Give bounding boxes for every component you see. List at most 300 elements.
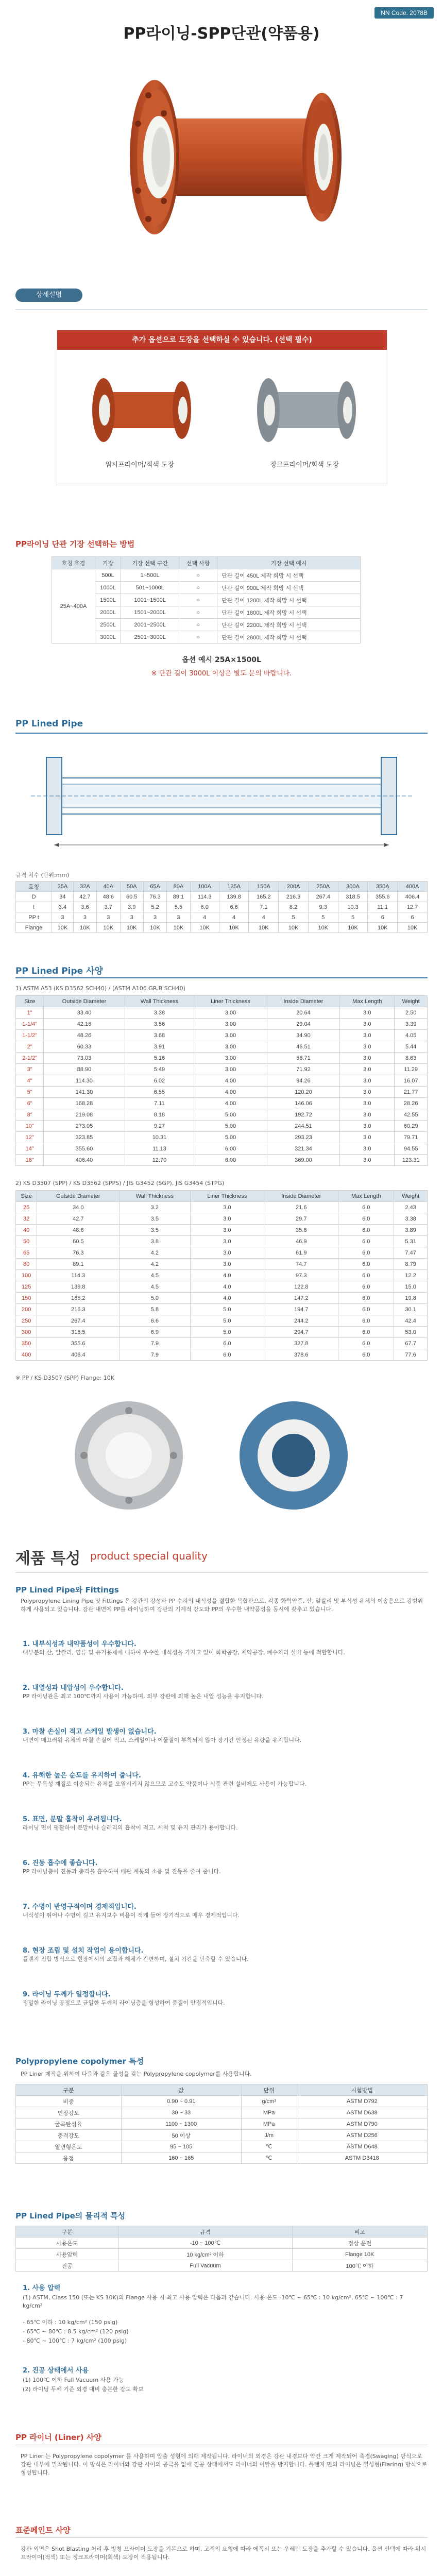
table-cell: 60.5: [37, 1236, 120, 1247]
table-cell: 2000L: [95, 606, 121, 619]
col-header: 50A: [120, 882, 143, 892]
length-note: ※ 단관 길이 3000L 이상은 별도 문의 바랍니다.: [151, 670, 292, 677]
table-cell: 8.79: [394, 1259, 428, 1270]
table-cell: 77.6: [394, 1349, 428, 1361]
table-cell: 3.0: [340, 1075, 395, 1087]
table-cell: 219.08: [44, 1109, 125, 1121]
vacuum-heading: 2. 진공 상태에서 사용: [23, 2367, 89, 2375]
table-cell: 42.4: [394, 1315, 428, 1327]
table-cell: 25: [16, 1202, 37, 1213]
table-cell: 3: [167, 912, 190, 923]
table-row: [16, 2153, 428, 2164]
table-cell: 30 ~ 33: [121, 2107, 241, 2119]
table-cell: 7.47: [394, 1247, 428, 1259]
table-cell: 28.26: [395, 1098, 428, 1109]
col-header: 시험방법: [297, 2084, 427, 2096]
table-cell: 충격강도: [16, 2130, 122, 2141]
table-cell: 3.0: [190, 1202, 264, 1213]
col-header: 250A: [308, 882, 338, 892]
divider: [15, 1572, 428, 1573]
col-header: 구분: [16, 2084, 122, 2096]
table-cell: 3.68: [125, 1030, 194, 1041]
table-cell: 3.5: [120, 1213, 190, 1225]
table-cell: 89.1: [37, 1259, 120, 1270]
table-cell: 6.0: [338, 1304, 394, 1315]
table-cell: 16.07: [395, 1075, 428, 1087]
coating-body: 강관 외면은 Shot Blasting 처리 후 방청 프라이머 도장을 기본으로 하며, 고객의 요청에 따라 에폭시 또는 우레탄 도장을 추가할 수 있습니다. 옵션 선택에 따라 워시프라이머(적색) 또는 징크프라이머(회색) 도장이 적용됩니다.: [21, 2546, 427, 2561]
table-cell: 3.00: [194, 1030, 267, 1041]
table-cell: 6.6: [219, 902, 249, 912]
table-row: [16, 1338, 428, 1349]
col-header: 150A: [249, 882, 279, 892]
table-cell: 3.39: [395, 1019, 428, 1030]
physical-heading: PP Lined Pipe의 물리적 특성: [15, 2211, 126, 2221]
table-cell: 89.1: [167, 892, 190, 902]
feature-body-5: 라이닝 면이 평활하여 분말이나 슬러리의 흡착이 적고, 세척 및 유지 관리가 용이합니다.: [23, 1824, 238, 1831]
section-line: [15, 977, 428, 978]
table-cell: 141.30: [44, 1087, 125, 1098]
table-row: [16, 1155, 428, 1166]
table-row: [16, 2260, 428, 2272]
table-cell: 5.2: [143, 902, 166, 912]
col-header: 100A: [190, 882, 219, 892]
col-header: Inside Diameter: [264, 1191, 338, 1202]
table-row: [16, 1304, 428, 1315]
table-cell: 정상 운전: [292, 2238, 427, 2249]
table-cell: 34.90: [267, 1030, 340, 1041]
table-cell: 5.44: [395, 1041, 428, 1053]
table-cell: 4.2: [120, 1259, 190, 1270]
table-cell: 6.0: [338, 1225, 394, 1236]
table-cell: 501~1000L: [121, 582, 179, 594]
table-cell: 3: [97, 912, 120, 923]
table-cell: 46.51: [267, 1041, 340, 1053]
table-cell: 단관 길이 1200L 제작 희망 시 선택: [217, 594, 361, 606]
copolymer-heading: Polypropylene copolymer 특성: [15, 2057, 144, 2066]
table-cell: 사용온도: [16, 2238, 118, 2249]
table-cell: 56.71: [267, 1053, 340, 1064]
pp-lined-pipe-title: PP Lined Pipe: [15, 719, 83, 729]
table-cell: 3.0: [340, 1132, 395, 1143]
detail-pill: 상세설명: [15, 289, 82, 302]
table-cell: 3.0: [340, 1098, 395, 1109]
table-cell: 1000L: [95, 582, 121, 594]
pressure-item: - 65℃ 이하 : 10 kg/cm² (150 psig): [23, 2319, 118, 2326]
col-header: Wall Thickness: [120, 1191, 190, 1202]
table-cell: 42.7: [73, 892, 96, 902]
table-cell: 139.8: [37, 1281, 120, 1293]
table-cell: 100℃ 이하: [292, 2260, 427, 2272]
table-cell: 123.31: [395, 1155, 428, 1166]
table-cell: PP t: [16, 912, 52, 923]
spool-pipe-illustration: [0, 52, 443, 258]
table-cell: 3: [52, 912, 74, 923]
table-cell: 5.00: [194, 1109, 267, 1121]
table-cell: 3.0: [190, 1213, 264, 1225]
col-header: 호칭: [16, 882, 52, 892]
table-cell: 4.0: [190, 1293, 264, 1304]
feature-heading-7: 7. 수명이 반영구적이며 경제적입니다.: [23, 1903, 137, 1911]
table-cell: 10K: [398, 923, 428, 933]
product-code-badge: NN Code. 2078B: [374, 7, 434, 19]
feature-body-2: PP 라이닝관은 최고 100℃까지 사용이 가능하며, 외부 강관에 의해 높은 내압 성능을 유지합니다.: [23, 1693, 264, 1700]
table-row: [16, 1225, 428, 1236]
table-cell: 2-1/2": [16, 1053, 44, 1064]
red-coated-pipe-image: [83, 361, 196, 454]
table-cell: 48.6: [37, 1225, 120, 1236]
col-header: 선택 사항: [179, 557, 217, 569]
table-cell: 355.6: [368, 892, 398, 902]
table-cell: 3.4: [52, 902, 74, 912]
table-cell: 5: [279, 912, 309, 923]
table-cell: 76.3: [143, 892, 166, 902]
table-cell: D: [16, 892, 52, 902]
col-header: 구분: [16, 2226, 118, 2238]
table-cell: MPa: [241, 2107, 297, 2119]
table-cell: 73.03: [44, 1053, 125, 1064]
table-cell: 318.5: [338, 892, 368, 902]
col-header: 200A: [279, 882, 309, 892]
table-cell: Flange 10K: [292, 2249, 427, 2260]
table-cell: 6.00: [194, 1155, 267, 1166]
table-cell: 321.34: [267, 1143, 340, 1155]
table-cell: ○: [179, 594, 217, 606]
table-cell: 3.9: [120, 902, 143, 912]
table-cell: 42.7: [37, 1213, 120, 1225]
table-cell: 3.0: [340, 1053, 395, 1064]
table-cell: 3.89: [394, 1225, 428, 1236]
table-cell: 406.40: [44, 1155, 125, 1166]
table-cell: 5.49: [125, 1064, 194, 1075]
table-cell: 42.16: [44, 1019, 125, 1030]
table-cell: 1500L: [95, 594, 121, 606]
table-row: [16, 1259, 428, 1270]
table-cell: 60.29: [395, 1121, 428, 1132]
table-cell: 5: [338, 912, 368, 923]
col-header: Outside Diameter: [37, 1191, 120, 1202]
table-cell: 3: [120, 912, 143, 923]
table-cell: 8.2: [279, 902, 309, 912]
table-cell: 33.40: [44, 1007, 125, 1019]
lining-method-table: [52, 556, 361, 643]
table-cell: 3.0: [190, 1247, 264, 1259]
feature-body-8: 플랜지 접합 방식으로 현장에서의 조립과 해체가 간편하며, 설치 기간을 단축할 수 있습니다.: [23, 1956, 249, 1962]
table-cell: 293.23: [267, 1132, 340, 1143]
table-row: [16, 892, 428, 902]
table-cell: 4: [219, 912, 249, 923]
table-cell: 융점: [16, 2153, 122, 2164]
table-cell: 318.5: [37, 1327, 120, 1338]
col-header: 기장 선택 예시: [217, 557, 361, 569]
table-cell: 61.9: [264, 1247, 338, 1259]
table-cell: 3.0: [340, 1019, 395, 1030]
fitting-heading: PP Lined Pipe와 Fittings: [15, 1585, 119, 1595]
option-grey-label: 징크프라이머/회색 도장: [269, 461, 339, 469]
table-cell: 327.8: [264, 1338, 338, 1349]
table-cell: 30.1: [394, 1304, 428, 1315]
table-cell: 3000L: [95, 631, 121, 643]
table-row: [16, 1030, 428, 1041]
col-header: 비고: [292, 2226, 427, 2238]
table-cell: 7.1: [249, 902, 279, 912]
vacuum-item: (1) 100℃ 이하 Full Vacuum 사용 가능: [23, 2377, 124, 2383]
table-cell: 400: [16, 1349, 37, 1361]
table-cell: 6.0: [338, 1247, 394, 1259]
col-header: Weight: [395, 996, 428, 1007]
col-header: 기장 선택 구간: [121, 557, 179, 569]
table-cell: 6.0: [338, 1236, 394, 1247]
table-cell: 80: [16, 1259, 37, 1270]
table-cell: ○: [179, 582, 217, 594]
table-cell: 4.00: [194, 1087, 267, 1098]
table-cell: ○: [179, 606, 217, 619]
table-cell: 진공: [16, 2260, 118, 2272]
table-cell: 50: [16, 1236, 37, 1247]
table-cell: 6.0: [338, 1213, 394, 1225]
fitting-body: Polypropylene Lining Pipe 및 Fittings 은 강관의 강성과 PP 수지의 내식성을 결합한 복합관으로, 각종 화학약품, 산, 알칼리 및 부식성 유체의 이송용으로 광범위하게 사용되고 있습니다. 강관 내면에 PP를 라이닝하여 강관의 기계적 강도와 PP의 우수한 내약품성을 동시에 갖추고 있습니다.: [21, 1598, 423, 1613]
table-cell: 114.30: [44, 1075, 125, 1087]
table-cell: 114.3: [190, 892, 219, 902]
table-cell: 60.33: [44, 1041, 125, 1053]
col-header: 350A: [368, 882, 398, 892]
col-header: Max Length: [340, 996, 395, 1007]
table-cell: 4": [16, 1075, 44, 1087]
table-cell: 350: [16, 1338, 37, 1349]
table-cell: 146.06: [267, 1098, 340, 1109]
table-cell: 79.71: [395, 1132, 428, 1143]
feature-title: 제품 특성: [15, 1550, 81, 1568]
table-cell: 16": [16, 1155, 44, 1166]
table-cell: 267.4: [308, 892, 338, 902]
table-cell: 4.5: [120, 1270, 190, 1281]
feature-heading-6: 6. 진동 흡수에 좋습니다.: [23, 1859, 98, 1867]
size-cell: 25A~400A: [52, 569, 95, 643]
table-cell: 500L: [95, 569, 121, 582]
table-cell: 3.38: [125, 1007, 194, 1019]
table-cell: 9.3: [308, 902, 338, 912]
col-header: 65A: [143, 882, 166, 892]
feature-subtitle: product special quality: [90, 1550, 208, 1562]
table-cell: 95 ~ 105: [121, 2141, 241, 2153]
feature-heading-2: 2. 내열성과 내압성이 우수합니다.: [23, 1684, 124, 1692]
table-cell: 1001~1500L: [121, 594, 179, 606]
spec-table-1: [15, 995, 428, 1166]
table-cell: 53.0: [394, 1327, 428, 1338]
table-cell: 4.0: [190, 1270, 264, 1281]
table-cell: ○: [179, 631, 217, 643]
table-row: [16, 2141, 428, 2153]
physical-table: [15, 2226, 428, 2272]
page-title: PP라이닝-SPP단관(약품용): [123, 25, 320, 43]
table-cell: 50 이상: [121, 2130, 241, 2141]
table-cell: 11.29: [395, 1064, 428, 1075]
table-row: [16, 1041, 428, 1053]
table-row: [16, 902, 428, 912]
col-header: 300A: [338, 882, 368, 892]
table-cell: 굴곡탄성율: [16, 2119, 122, 2130]
table-cell: 6.9: [120, 1327, 190, 1338]
table-cell: 139.8: [219, 892, 249, 902]
table-cell: 10K: [97, 923, 120, 933]
table-cell: 4.0: [190, 1281, 264, 1293]
table-row: [16, 923, 428, 933]
option-red-label: 워시프라이머/적색 도장: [105, 461, 175, 469]
table-cell: 3.5: [120, 1225, 190, 1236]
table-cell: 3.0: [340, 1121, 395, 1132]
col-header: 값: [121, 2084, 241, 2096]
table-cell: 3.0: [340, 1155, 395, 1166]
table-cell: 10": [16, 1121, 44, 1132]
table-row: [16, 2249, 428, 2260]
table-cell: 10K: [167, 923, 190, 933]
table-cell: 32: [16, 1213, 37, 1225]
table-cell: 160 ~ 165: [121, 2153, 241, 2164]
col-header: 호칭 호경: [52, 557, 95, 569]
table-cell: 3.0: [190, 1259, 264, 1270]
col-header: Liner Thickness: [194, 996, 267, 1007]
table-cell: 8.63: [395, 1053, 428, 1064]
grey-coated-pipe-image: [248, 361, 361, 454]
table-row: [16, 2107, 428, 2119]
table-cell: 3.0: [340, 1041, 395, 1053]
dim-label: 규격 치수 (단위:mm): [15, 872, 70, 878]
table-cell: J/m: [241, 2130, 297, 2141]
table-cell: 267.4: [37, 1315, 120, 1327]
vacuum-item: (2) 라이닝 두께 기준 외경 대비 충분한 강도 확보: [23, 2386, 144, 2393]
table-cell: 6: [398, 912, 428, 923]
spec-title: PP Lined Pipe 사양: [15, 966, 103, 976]
table-cell: 10.31: [125, 1132, 194, 1143]
table-cell: 12.7: [398, 902, 428, 912]
table-cell: 6": [16, 1098, 44, 1109]
table-cell: 15.0: [394, 1281, 428, 1293]
table-cell: 3.6: [73, 902, 96, 912]
table-cell: 6.0: [338, 1202, 394, 1213]
table-cell: 6.55: [125, 1087, 194, 1098]
table-cell: 6.0: [190, 1338, 264, 1349]
table-cell: 19.8: [394, 1293, 428, 1304]
table-cell: 20.64: [267, 1007, 340, 1019]
table-cell: 6.0: [190, 1349, 264, 1361]
table-cell: 3.56: [125, 1019, 194, 1030]
feature-heading-8: 8. 현장 조립 및 설치 작업이 용이합니다.: [23, 1947, 144, 1955]
option-box-title: 추가 옵션으로 도장을 선택하실 수 있습니다. (선택 필수): [57, 330, 387, 350]
option-box: [57, 330, 387, 485]
table-cell: 3.0: [340, 1109, 395, 1121]
table-cell: 10K: [338, 923, 368, 933]
table-cell: 6.0: [338, 1338, 394, 1349]
table-cell: 168.28: [44, 1098, 125, 1109]
table-cell: 150: [16, 1293, 37, 1304]
pressure-item: - 80℃ ~ 100℃ : 7 kg/cm² (100 psig): [23, 2337, 127, 2344]
pipe-dimension-table: [15, 881, 428, 933]
table-cell: ASTM D648: [297, 2141, 427, 2153]
table-cell: 378.6: [264, 1349, 338, 1361]
table-cell: 6.00: [194, 1143, 267, 1155]
table-row: [16, 1327, 428, 1338]
table-cell: 10K: [143, 923, 166, 933]
table-cell: 6.0: [338, 1293, 394, 1304]
table-cell: 355.6: [37, 1338, 120, 1349]
feature-body-1: 대부분의 산, 알칼리, 염류 및 유기용제에 대하여 우수한 내식성을 가지고 있어 화학공장, 제약공장, 폐수처리 설비 등에 적합합니다.: [23, 1649, 345, 1656]
table-cell: 2001~2500L: [121, 619, 179, 631]
table-cell: 165.2: [37, 1293, 120, 1304]
copolymer-table: [15, 2084, 428, 2164]
table-cell: 6.0: [338, 1281, 394, 1293]
table-cell: 94.55: [395, 1143, 428, 1155]
table-cell: 6.02: [125, 1075, 194, 1087]
table-cell: 355.60: [44, 1143, 125, 1155]
table-cell: 6.0: [338, 1270, 394, 1281]
table-cell: ASTM D256: [297, 2130, 427, 2141]
table-row: [16, 1053, 428, 1064]
table-cell: 35.6: [264, 1225, 338, 1236]
divider: [15, 309, 428, 310]
table-cell: 3.0: [190, 1225, 264, 1236]
table-cell: 6.6: [120, 1315, 190, 1327]
liner-body: PP Liner 는 Polypropylene copolymer 를 사용하며 압출 성형에 의해 제작됩니다. 라이너의 외경은 강관 내경보다 약간 크게 제작되어 축경(Swaging) 방식으로 강관 내부에 밀착됩니다. 이 방식은 라이너와 강관 사이의 공극을 없애 진공 상태에서도 라이너의 이탈을 방지합니다. 플랜지 면의 라이닝은 열성형(Flaring) 방식으로 형성됩니다.: [21, 2453, 428, 2476]
table-row: [16, 1109, 428, 1121]
spec-table-2: [15, 1190, 428, 1361]
table-cell: 4.00: [194, 1098, 267, 1109]
section-line: [15, 733, 428, 734]
table-cell: 165.2: [249, 892, 279, 902]
copolymer-desc: PP Liner 제작을 위하여 다음과 같은 물성을 갖는 Polypropylene copolymer를 사용합니다.: [21, 2071, 252, 2077]
table-cell: 250: [16, 1315, 37, 1327]
table-cell: 10K: [279, 923, 309, 933]
table-cell: 1-1/4": [16, 1019, 44, 1030]
table-row: [16, 1064, 428, 1075]
pressure-heading: 1. 사용 압력: [23, 2284, 61, 2292]
table-cell: 71.92: [267, 1064, 340, 1075]
table-cell: 4: [190, 912, 219, 923]
table-cell: 300: [16, 1327, 37, 1338]
table-cell: 10.3: [338, 902, 368, 912]
table-cell: 3.00: [194, 1041, 267, 1053]
table-cell: 3": [16, 1064, 44, 1075]
table-cell: 4.05: [395, 1030, 428, 1041]
table-cell: 74.7: [264, 1259, 338, 1270]
table-row: [16, 1098, 428, 1109]
table-cell: Flange: [16, 923, 52, 933]
table-cell: 5.0: [190, 1315, 264, 1327]
feature-body-3: 내면이 매끄러워 유체의 마찰 손실이 적고, 스케일이나 이물질이 부착되지 않아 장기간 안정된 유량을 유지합니다.: [23, 1737, 302, 1743]
table-cell: 48.6: [97, 892, 120, 902]
table-cell: 94.26: [267, 1075, 340, 1087]
table-cell: 3.0: [190, 1236, 264, 1247]
table-row: [16, 1315, 428, 1327]
table-cell: 0.90 ~ 0.91: [121, 2096, 241, 2107]
table-row: [16, 1349, 428, 1361]
table-cell: ℃: [241, 2153, 297, 2164]
table-cell: 97.3: [264, 1270, 338, 1281]
table-row: [16, 912, 428, 923]
table-cell: ℃: [241, 2141, 297, 2153]
table-row: [16, 1143, 428, 1155]
table-cell: 29.04: [267, 1019, 340, 1030]
table-cell: 1100 ~ 1300: [121, 2119, 241, 2130]
table-cell: 3.0: [340, 1087, 395, 1098]
table-cell: 216.3: [279, 892, 309, 902]
table-cell: 5": [16, 1087, 44, 1098]
table-row: [16, 1007, 428, 1019]
table-row: [16, 1247, 428, 1259]
table-cell: 단관 길이 1800L 제작 희망 시 선택: [217, 606, 361, 619]
table-cell: 323.85: [44, 1132, 125, 1143]
table-cell: 10K: [308, 923, 338, 933]
table-cell: 4.5: [120, 1281, 190, 1293]
table-cell: 14": [16, 1143, 44, 1155]
